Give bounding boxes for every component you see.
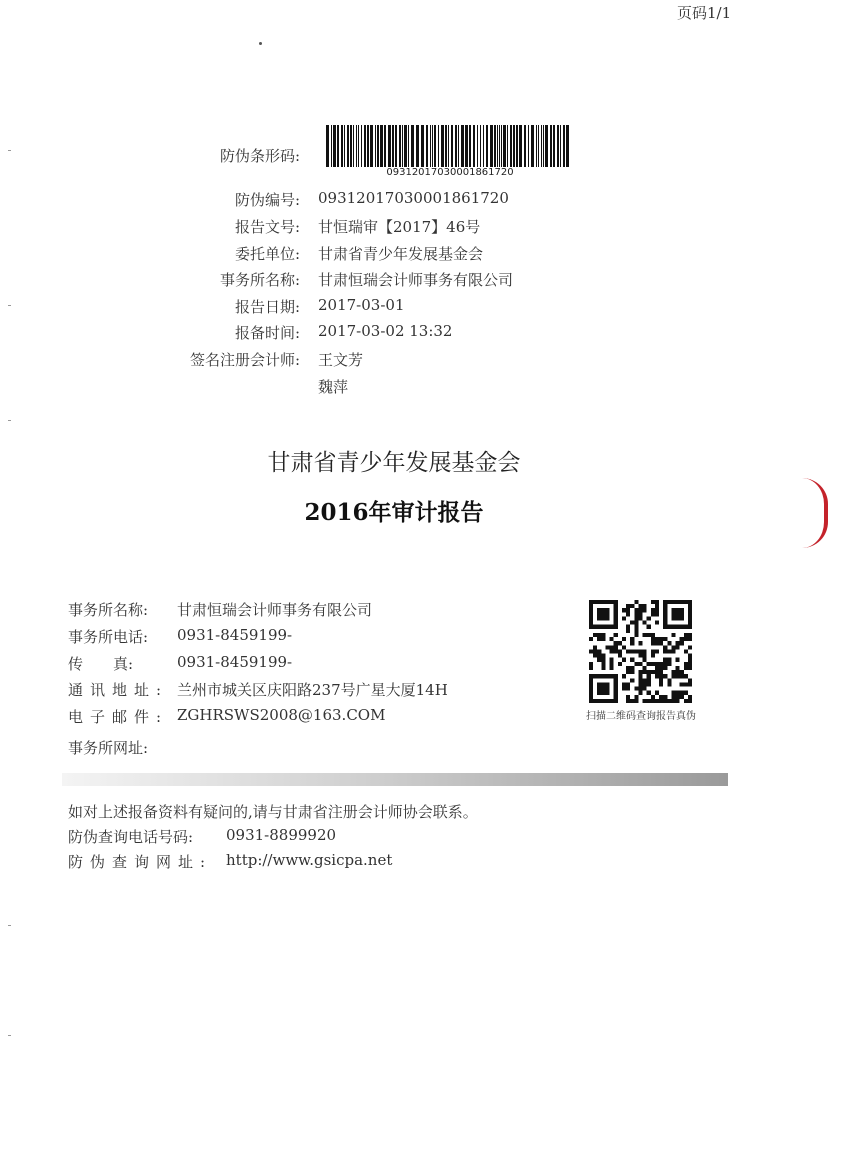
qr-code-image[interactable]: [589, 600, 692, 703]
report-number-value: 甘恒瑞审【2017】46号: [318, 218, 481, 236]
client-label: 委托单位:: [234, 245, 300, 263]
barcode-number: 09312017030001861720: [386, 167, 514, 178]
client-value: 甘肃省青少年发展基金会: [318, 245, 484, 263]
organization-title: 甘肃省青少年发展基金会: [267, 450, 521, 476]
verification-phone-value: 0931-8899920: [226, 826, 337, 844]
address-value: 兰州市城关区庆阳路237号广星大厦14H: [177, 681, 448, 699]
second-cpa-value: 魏萍: [318, 378, 349, 396]
email-value: ZGHRSWS2008@163.COM: [177, 706, 386, 724]
report-date-label: 报告日期:: [234, 298, 300, 316]
address-label: 通讯地址:: [68, 681, 169, 699]
contact-firm-name-label: 事务所名称:: [68, 601, 149, 619]
scan-edge-mark: [8, 1035, 11, 1036]
gradient-divider: [62, 773, 728, 786]
verification-phone-label: 防伪查询电话号码:: [68, 828, 194, 846]
report-number-label: 报告文号:: [234, 218, 300, 236]
verification-url-label: 防伪查询网址:: [68, 853, 213, 871]
anti-fake-number-label: 防伪编号:: [234, 191, 300, 209]
inquiry-notice: 如对上述报备资料有疑问的,请与甘肃省注册会计师协会联系。: [68, 803, 478, 821]
report-title: 2016年审计报告: [304, 499, 484, 526]
scan-edge-mark: [8, 420, 11, 421]
page-number: 页码1/1: [677, 4, 732, 22]
anti-fake-number-value: 09312017030001861720: [318, 189, 509, 207]
firm-phone-value: 0931-8459199-: [177, 626, 293, 644]
filing-time-label: 报备时间:: [234, 324, 300, 342]
email-label: 电子邮件:: [68, 708, 169, 726]
report-date-value: 2017-03-01: [318, 296, 405, 314]
scan-edge-mark: [8, 150, 11, 151]
firm-name-label: 事务所名称:: [219, 271, 300, 289]
fax-label: 传 真:: [68, 655, 134, 673]
verification-url-value[interactable]: http://www.gsicpa.net: [226, 851, 393, 869]
firm-phone-label: 事务所电话:: [68, 628, 149, 646]
barcode-label: 防伪条形码:: [219, 147, 300, 165]
signing-cpa-label: 签名注册会计师:: [189, 351, 300, 369]
firm-name-value: 甘肃恒瑞会计师事务有限公司: [318, 271, 514, 289]
qr-caption: 扫描二维码查询报告真伪: [586, 711, 696, 722]
contact-firm-name-value: 甘肃恒瑞会计师事务有限公司: [177, 601, 373, 619]
scan-edge-mark: [8, 305, 11, 306]
scan-edge-mark: [8, 925, 11, 926]
scan-speck: [259, 42, 262, 45]
firm-website-label: 事务所网址:: [68, 739, 149, 757]
signing-cpa-value: 王文芳: [318, 351, 364, 369]
seal-edge-mark: [802, 478, 828, 548]
filing-time-value: 2017-03-02 13:32: [318, 322, 453, 340]
barcode-image: [326, 125, 572, 169]
fax-value: 0931-8459199-: [177, 653, 293, 671]
